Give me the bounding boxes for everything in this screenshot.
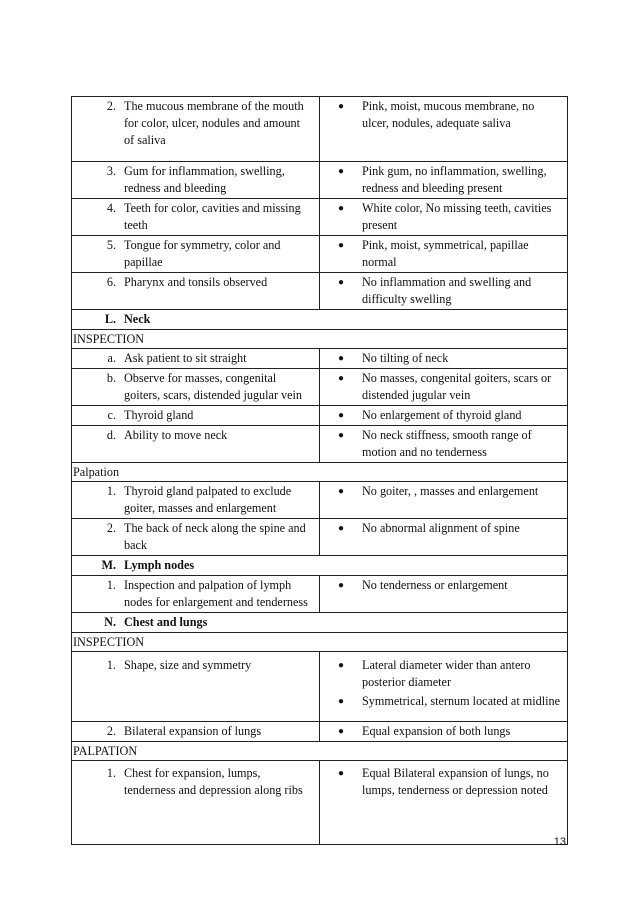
section-title: Neck — [124, 312, 151, 326]
table-row — [72, 236, 568, 273]
bullet-icon: ● — [337, 101, 345, 112]
table-row — [72, 519, 568, 556]
item-text: The mucous membrane of the mouth for color, ulcer, nodules and amount of saliva — [124, 99, 304, 147]
section-letter: M. — [101, 558, 116, 572]
table-row — [72, 576, 568, 613]
table-row — [72, 761, 568, 845]
section-heading-row — [72, 613, 568, 633]
item-text: Thyroid gland palpated to exclude goiter, masses and enlargement — [124, 484, 292, 515]
item-number: 1. — [106, 578, 116, 592]
table-cell — [72, 273, 320, 310]
table-row — [72, 97, 568, 162]
bullet-icon: ● — [337, 277, 345, 288]
item-text: Observe for masses, congenital goiters, scars, distended jugular vein — [124, 371, 303, 402]
table-cell — [72, 761, 320, 845]
subsection-row — [72, 633, 568, 652]
bullet-icon: ● — [337, 373, 345, 384]
assessment-table — [71, 96, 568, 845]
table-cell — [320, 273, 568, 310]
table-row — [72, 722, 568, 742]
table-cell — [72, 236, 320, 273]
section-title: Chest and lungs — [124, 615, 208, 629]
bullet-icon: ● — [337, 353, 345, 364]
item-number: 1. — [106, 484, 116, 498]
item-number: d. — [106, 428, 116, 442]
bullet-icon: ● — [337, 580, 345, 591]
bullet-icon: ● — [337, 430, 345, 441]
table-cell — [320, 482, 568, 519]
finding-text: White color, No missing teeth, cavities present — [362, 201, 552, 232]
item-number: 3. — [106, 164, 116, 178]
table-row — [72, 162, 568, 199]
item-text: Gum for inflammation, swelling, redness and bleeding — [124, 164, 285, 195]
subsection-row — [72, 463, 568, 482]
finding-text: Equal Bilateral expansion of lungs, no lumps, tenderness or depression noted — [362, 766, 549, 797]
item-number: 1. — [106, 658, 116, 672]
table-cell — [320, 576, 568, 613]
table-cell — [320, 236, 568, 273]
subsection-label: Palpation — [73, 465, 120, 479]
section-letter: N. — [104, 615, 116, 629]
section-heading-row — [72, 556, 568, 576]
table-cell — [320, 349, 568, 369]
table-row — [72, 369, 568, 406]
table-row — [72, 273, 568, 310]
subsection-label: INSPECTION — [73, 332, 145, 346]
table-row — [72, 426, 568, 463]
table-cell — [72, 349, 320, 369]
section-heading-row — [72, 310, 568, 330]
table-cell — [72, 742, 568, 761]
subsection-label: INSPECTION — [73, 635, 145, 649]
item-text: Shape, size and symmetry — [124, 658, 252, 672]
bullet-icon: ● — [337, 203, 345, 214]
item-number: 4. — [106, 201, 116, 215]
table-cell — [320, 199, 568, 236]
item-number: 2. — [106, 99, 116, 113]
subsection-row — [72, 742, 568, 761]
bullet-icon: ● — [337, 166, 345, 177]
bullet-icon: ● — [337, 486, 345, 497]
item-text: Pharynx and tonsils observed — [124, 275, 268, 289]
bullet-icon: ● — [337, 410, 345, 421]
table-cell — [72, 97, 320, 162]
page-number: 13 — [553, 836, 566, 848]
table-row — [72, 652, 568, 722]
item-number: c. — [107, 408, 116, 422]
table-cell — [72, 556, 568, 576]
table-cell — [320, 97, 568, 162]
table-cell — [320, 519, 568, 556]
finding-text: No inflammation and swelling and difficulty swelling — [362, 275, 532, 306]
bullet-icon: ● — [337, 240, 345, 251]
item-text: Tongue for symmetry, color and papillae — [124, 238, 281, 269]
table-cell — [72, 519, 320, 556]
bullet-icon: ● — [337, 726, 345, 737]
item-number: 6. — [106, 275, 116, 289]
table-cell — [320, 426, 568, 463]
finding-text: No enlargement of thyroid gland — [362, 408, 522, 422]
finding-text: No neck stiffness, smooth range of motion and no tenderness — [362, 428, 532, 459]
table-row — [72, 482, 568, 519]
table-cell — [72, 722, 320, 742]
finding-text: Equal expansion of both lungs — [362, 724, 511, 738]
table-cell — [72, 633, 568, 652]
finding-text: No goiter, , masses and enlargement — [362, 484, 539, 498]
table-cell — [72, 310, 568, 330]
table-row — [72, 406, 568, 426]
finding-text: No tilting of neck — [362, 351, 449, 365]
item-number: 2. — [106, 724, 116, 738]
bullet-icon: ● — [337, 660, 345, 671]
finding-text: No abnormal alignment of spine — [362, 521, 520, 535]
table-cell — [72, 199, 320, 236]
item-text: Bilateral expansion of lungs — [124, 724, 262, 738]
finding-text: No masses, congenital goiters, scars or distended jugular vein — [362, 371, 552, 402]
table-cell — [72, 652, 320, 722]
table-cell — [72, 576, 320, 613]
table-cell — [320, 722, 568, 742]
item-number: 5. — [106, 238, 116, 252]
bullet-icon: ● — [337, 768, 345, 779]
table-row — [72, 199, 568, 236]
table-cell — [320, 369, 568, 406]
subsection-label: PALPATION — [73, 744, 138, 758]
item-text: The back of neck along the spine and back — [124, 521, 306, 552]
table-cell — [320, 162, 568, 199]
item-text: Teeth for color, cavities and missing teeth — [124, 201, 301, 232]
table-cell — [72, 613, 568, 633]
table-cell — [320, 761, 568, 845]
section-title: Lymph nodes — [124, 558, 195, 572]
finding-text: Pink, moist, mucous membrane, no ulcer, nodules, adequate saliva — [362, 99, 535, 130]
table-cell — [72, 463, 568, 482]
item-number: b. — [106, 371, 116, 385]
table-cell — [320, 406, 568, 426]
item-number: 1. — [106, 766, 116, 780]
item-text: Inspection and palpation of lymph nodes for enlargement and tenderness — [124, 578, 308, 609]
table-cell — [320, 652, 568, 722]
table-cell — [72, 162, 320, 199]
finding-text: No tenderness or enlargement — [362, 578, 508, 592]
finding-text: Lateral diameter wider than antero posterior diameter — [362, 658, 531, 689]
table-cell — [72, 330, 568, 349]
finding-text: Pink gum, no inflammation, swelling, redness and bleeding present — [362, 164, 547, 195]
table-cell — [72, 369, 320, 406]
bullet-icon: ● — [337, 523, 345, 534]
item-text: Ask patient to sit straight — [124, 351, 247, 365]
table-cell — [72, 406, 320, 426]
subsection-row — [72, 330, 568, 349]
table-cell — [72, 426, 320, 463]
item-number: 2. — [106, 521, 116, 535]
item-text: Chest for expansion, lumps, tenderness and depression along ribs — [124, 766, 303, 797]
finding-text: Symmetrical, sternum located at midline — [362, 694, 560, 708]
table-cell — [72, 482, 320, 519]
item-text: Ability to move neck — [124, 428, 228, 442]
item-number: a. — [107, 351, 116, 365]
finding-text: Pink, moist, symmetrical, papillae normal — [362, 238, 529, 269]
section-letter: L. — [104, 312, 116, 326]
bullet-icon: ● — [337, 696, 345, 707]
table-row — [72, 349, 568, 369]
item-text: Thyroid gland — [124, 408, 194, 422]
